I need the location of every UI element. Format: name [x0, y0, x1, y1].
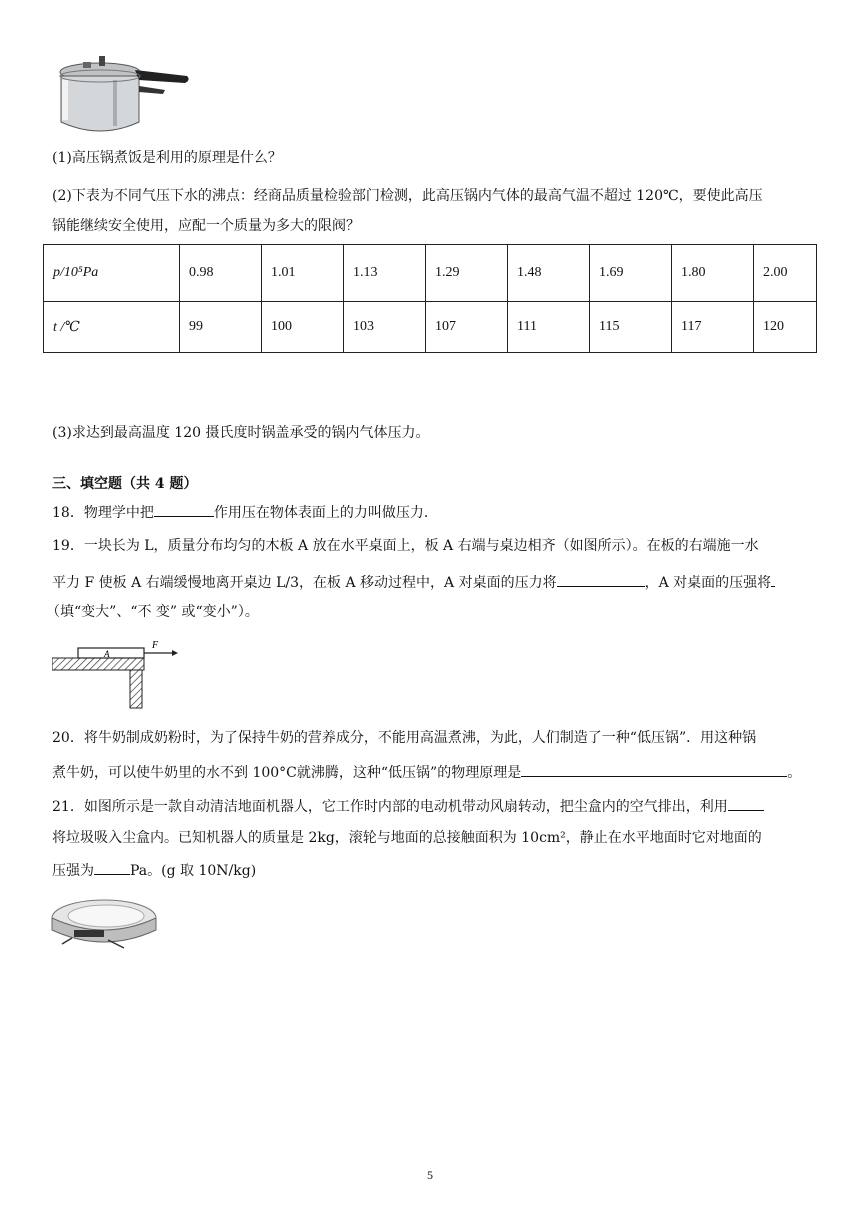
table-cell: 1.29 [426, 245, 508, 302]
table-cell: 1.01 [262, 245, 344, 302]
q20-line1: 20．将牛奶制成奶粉时，为了保持牛奶的营养成分，不能用高温煮沸，为此，人们制造了一种“低压锅”．用这种锅 [52, 730, 757, 746]
robot-vacuum-image [48, 896, 160, 956]
table-cell: 107 [426, 302, 508, 353]
q20-text-b: 。 [787, 765, 802, 781]
pressure-cooker-image [55, 50, 195, 140]
q21-line3 [52, 860, 256, 881]
board-label-a: A [104, 649, 110, 659]
q21-blank-2[interactable] [94, 860, 130, 875]
q21-text-a: 21．如图所示是一款自动清洁地面机器人，它工作时内部的电动机带动风扇转动，把尘盒内的空气排出，利用 [52, 799, 728, 815]
q19-line2 [52, 572, 775, 593]
boiling-point-table [43, 244, 817, 353]
table-cell: 117 [672, 302, 754, 353]
q19-text-b: ，A 对桌面的压强将 [644, 575, 772, 591]
table-cell: 1.80 [672, 245, 754, 302]
q19-pressure-intensity-blank[interactable] [771, 572, 775, 587]
q19-line3: （填“变大”、“不 变” 或“变小”）。 [46, 604, 259, 620]
table-row-label: p/10⁵Pa [44, 245, 180, 302]
table-cell: 100 [262, 302, 344, 353]
force-label-f: F [152, 640, 159, 651]
q17-part3: (3)求达到最高温度 120 摄氏度时锅盖承受的锅内气体压力。 [52, 425, 430, 441]
q21-line2: 将垃圾吸入尘盒内。已知机器人的质量是 2kg，滚轮与地面的总接触面积为 10cm²，静止在水平地面时它对地面的 [52, 830, 762, 846]
q18 [52, 502, 428, 523]
table-cell: 99 [180, 302, 262, 353]
table-cell: 103 [344, 302, 426, 353]
table-cell: 111 [508, 302, 590, 353]
q19-text-a: 平力 F 使板 A 右端缓慢地离开桌边 L/3，在板 A 移动过程中，A 对桌面的压力将 [52, 575, 557, 591]
q20-line2 [52, 762, 801, 783]
q17-part2-line2: 锅能继续安全使用，应配一个质量为多大的限阀？ [52, 218, 360, 234]
page-number: 5 [427, 1168, 433, 1182]
q21-text-a3: 压强为 [52, 863, 94, 879]
table-row [44, 245, 817, 302]
board-on-table-diagram [52, 636, 184, 712]
table-cell: 115 [590, 302, 672, 353]
q18-text-before: 18．物理学中把 [52, 505, 154, 521]
table-cell: 0.98 [180, 245, 262, 302]
table-cell: 1.69 [590, 245, 672, 302]
q20-text-a: 煮牛奶，可以使牛奶里的水不到 100°C就沸腾，这种“低压锅”的物理原理是 [52, 765, 522, 781]
q17-part1: (1)高压锅煮饭是利用的原理是什么？ [52, 150, 282, 166]
table-cell: 120 [754, 302, 817, 353]
q18-answer-blank[interactable] [154, 502, 214, 517]
q21-text-b3: Pa。(g 取 10N/kg) [130, 863, 257, 879]
section-title: 三、填空题（共 4 题） [52, 476, 198, 492]
q18-text-after: 作用压在物体表面上的力叫做压力. [213, 505, 429, 521]
q17-part2-line1: (2)下表为不同气压下水的沸点：经商品质量检验部门检测，此高压锅内气体的最高气温不超过 120℃，要使此高压 [52, 188, 763, 204]
table-cell: 1.13 [344, 245, 426, 302]
table-cell: 1.48 [508, 245, 590, 302]
q21-blank-1[interactable] [728, 796, 764, 811]
table-row-label: t /℃ [44, 302, 180, 353]
table-row [44, 302, 817, 353]
q20-answer-blank[interactable] [521, 762, 787, 777]
table-cell: 2.00 [754, 245, 817, 302]
q19-line1: 19．一块长为 L，质量分布均匀的木板 A 放在水平桌面上，板 A 右端与桌边相齐（如图所示）。在板的右端施一水 [52, 538, 759, 554]
q19-pressure-blank[interactable] [557, 572, 645, 587]
q21-line1 [52, 796, 764, 817]
